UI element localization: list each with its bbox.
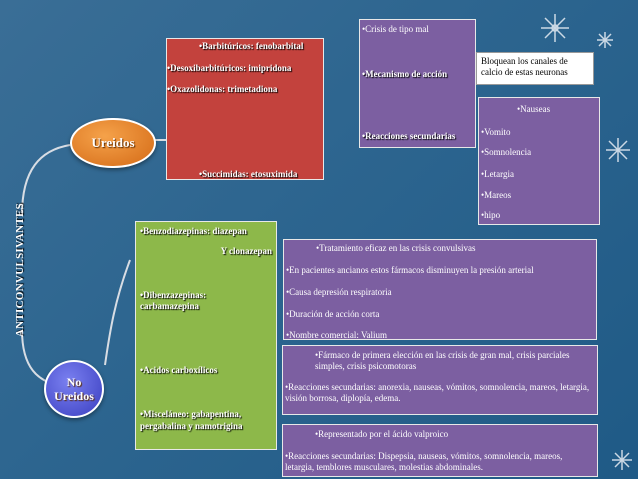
ureidos-item-4: •Succimidas: etosuximida [199, 169, 298, 179]
carba-info-1: •Fármaco de primera elección en las crisis de gran mal, crisis parciales simples, crisis psicomotoras [315, 350, 570, 371]
no-ureidos-item-1: •Benzodiazepinas: diazepan [140, 226, 247, 236]
side-effect-5: •Mareos [481, 190, 512, 200]
ureidos-info-box [359, 19, 476, 148]
info-crisis: •Crisis de tipo mal [362, 24, 429, 34]
ureidos-item-1: •Barbitúricos: fenobarbital [199, 41, 304, 51]
main-title [2, 200, 38, 340]
main-title-text: ANTICONVULSIVANTES [14, 202, 26, 338]
no-ureidos-drugs-box [135, 221, 277, 450]
valproic-info-box [282, 424, 598, 477]
benzo-info-5: •Nombre comercial: Valium [286, 330, 387, 340]
no-ureidos-item-2: •Dibenzazepinas: carbamazepina [140, 290, 207, 311]
benzodiazepine-info-box [283, 239, 597, 340]
no-ureidos-label-2: Ureidos [54, 389, 94, 403]
side-effect-6: •hipo [481, 210, 501, 220]
benzo-info-2: •En pacientes ancianos estos fármacos disminuyen la presión arterial [286, 265, 534, 275]
no-ureidos-item-1b: Y clonazepan [220, 246, 272, 256]
side-effects-box [478, 97, 600, 225]
valproic-info-1: •Representado por el ácido valproico [315, 429, 449, 439]
side-effect-4: •Letargia [481, 169, 514, 179]
ureidos-node [70, 118, 156, 168]
ureidos-item-3: •Oxazolidonas: trimetadiona [167, 84, 278, 94]
ureidos-drugs-box [166, 38, 324, 180]
benzo-info-3: •Causa depresión respiratoria [286, 287, 392, 297]
carba-info-2: •Reacciones secundarias: anorexia, nauseas, vómitos, somnolencia, mareos, letargia, visión borrosa, diplopía, edema. [285, 382, 590, 403]
benzo-info-1: •Tratamiento eficaz en las crisis convulsivas [316, 243, 476, 253]
side-effect-1: •Nauseas [517, 104, 551, 114]
info-reactions: •Reacciones secundarias [362, 131, 456, 141]
no-ureidos-label-1: No [66, 375, 82, 389]
no-ureidos-item-4: •Misceláneo: gabapentina, pergabalina y namotrigina [140, 409, 243, 431]
benzo-info-4: •Duración de acción corta [286, 309, 380, 319]
no-ureidos-item-3: •Acidos carboxílicos [140, 365, 218, 375]
side-effect-2: •Vomito [481, 127, 511, 137]
info-mechanism: •Mecanismo de acción [362, 69, 448, 79]
no-ureidos-node [44, 360, 104, 418]
ureidos-item-2: •Desoxibarbitúricos: imipridona [167, 63, 292, 73]
mechanism-box [476, 52, 594, 85]
valproic-info-2: •Reacciones secundarias: Dispepsia, nauseas, vómitos, somnolencia, mareos, letargia, temblores musculares, molestias abdominales. [285, 451, 563, 472]
mechanism-text: Bloquean los canales de calcio de estas neuronas [481, 56, 568, 77]
ureidos-label: Ureidos [91, 135, 135, 150]
side-effect-3: •Somnolencia [481, 147, 532, 157]
carbamazepine-info-box [282, 345, 598, 415]
